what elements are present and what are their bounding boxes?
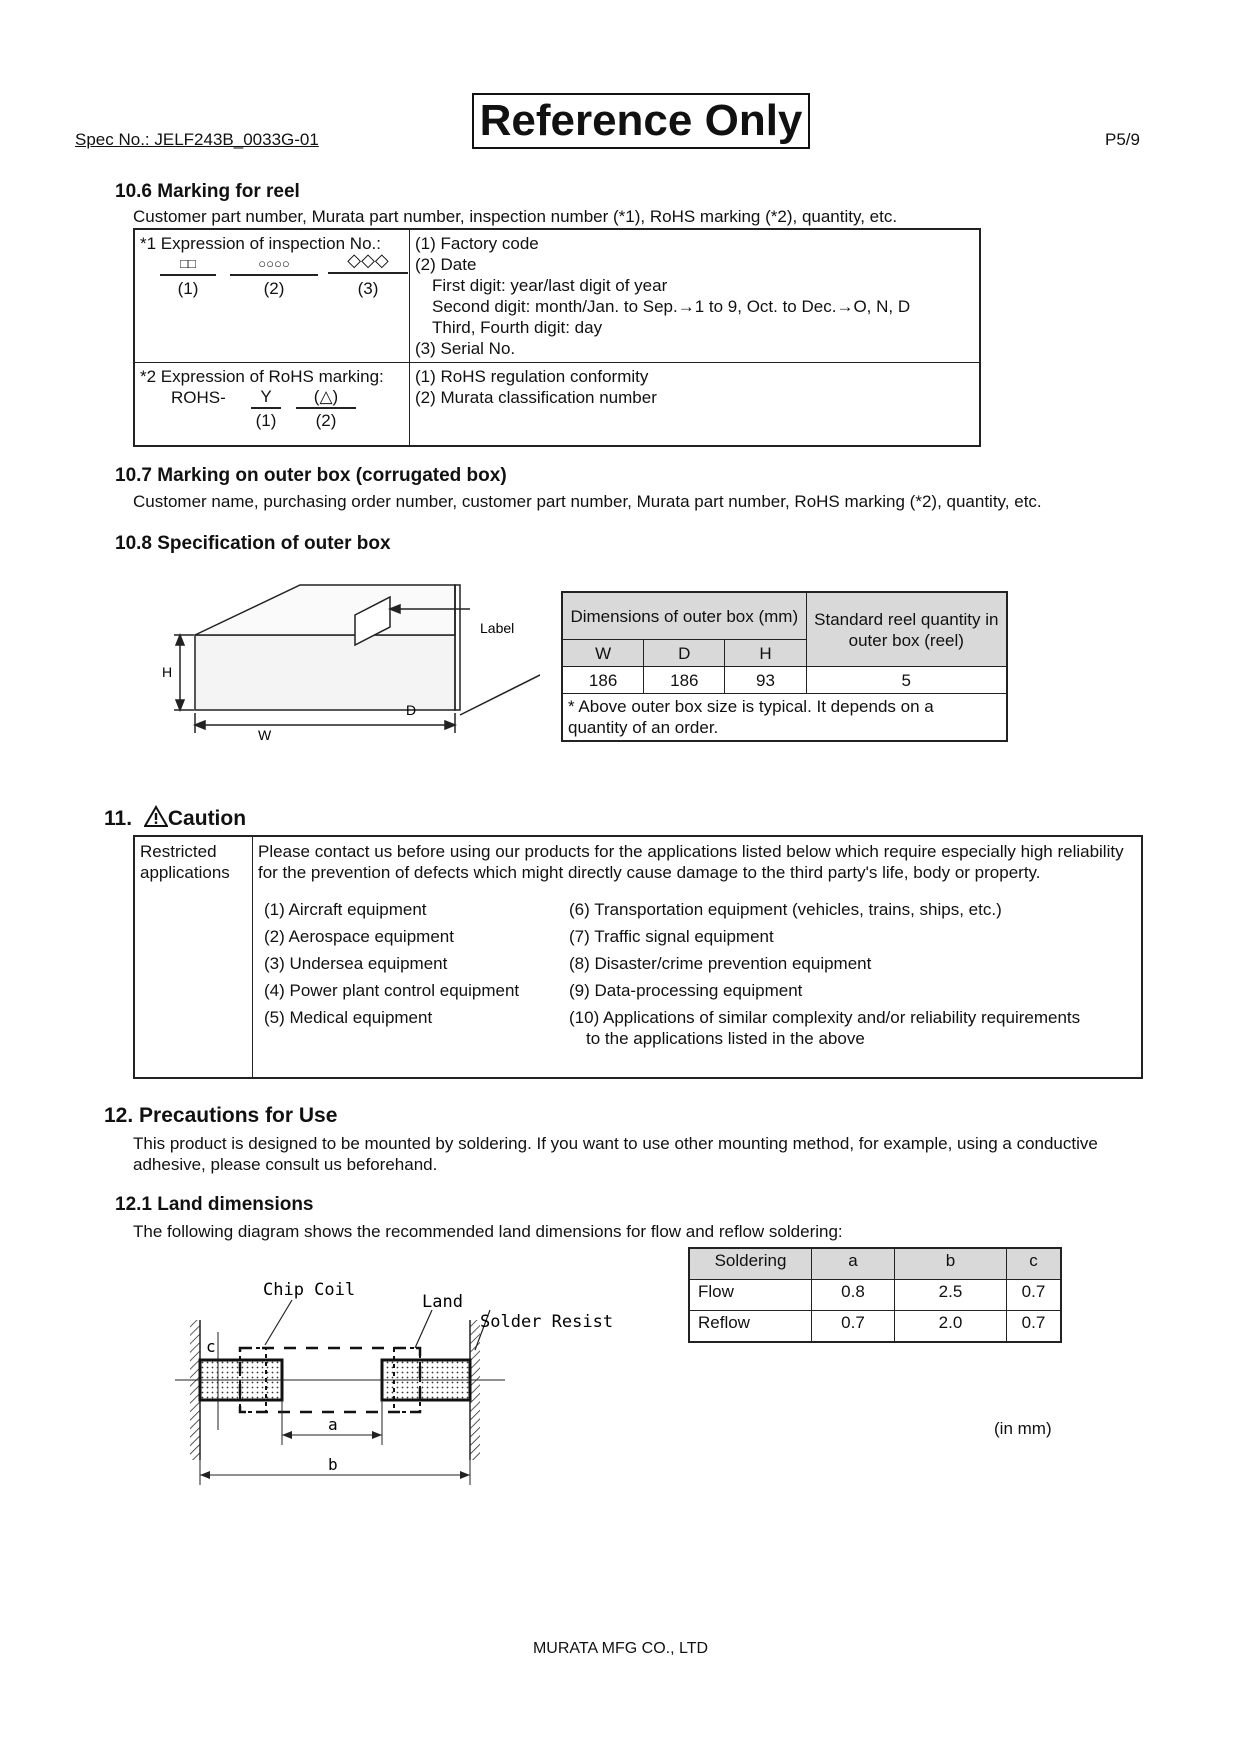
chip-coil-label: Chip Coil	[263, 1280, 356, 1300]
app-similar-line-1: (10) Applications of similar complexity and/or reliability requirements	[569, 1008, 1081, 1027]
rohs-expression-title: *2 Expression of RoHS marking:	[140, 367, 384, 386]
hdr-a: a	[812, 1248, 895, 1280]
desc-third-fourth-digit: Third, Fourth digit: day	[432, 318, 603, 337]
rohs-label-1: (1)	[255, 411, 277, 430]
app-traffic-signal: (7) Traffic signal equipment	[569, 927, 774, 946]
app-medical: (5) Medical equipment	[264, 1008, 433, 1027]
row-reflow-a: 0.7	[812, 1311, 895, 1343]
col-h: H	[725, 640, 806, 667]
section-10-7-text: Customer name, purchasing order number, customer part number, Murata part number, RoHS marking (*2), quantity, etc.	[133, 492, 1042, 511]
footer-company: MURATA MFG CO., LTD	[532, 1640, 709, 1657]
value-qty: 5	[806, 667, 1007, 694]
unit-note: (in mm)	[994, 1419, 1052, 1438]
inspection-description-cell	[410, 229, 981, 363]
height-label: H	[162, 664, 173, 680]
rohs-label-2: (2)	[315, 411, 337, 430]
rohs-desc-2: (2) Murata classification number	[415, 388, 657, 407]
rohs-expression-cell	[134, 363, 410, 447]
restricted-applications-label: Restricted applications	[134, 836, 253, 1078]
label-3: (3)	[357, 279, 379, 298]
solder-resist-label: Solder Resist	[480, 1312, 614, 1332]
outer-box-note: * Above outer box size is typical. It depends on a quantity of an order.	[562, 694, 1007, 742]
desc-serial-no: (3) Serial No.	[415, 339, 516, 358]
desc-second-digit: Second digit: month/Jan. to Sep.→1 to 9, Oct. to Dec.→O, N, D	[432, 297, 911, 316]
inspection-expression-cell	[134, 229, 410, 363]
section-12-title: 12. Precautions for Use	[104, 1104, 338, 1127]
row-reflow-label: Reflow	[689, 1311, 812, 1343]
dim-a-label: a	[328, 1415, 338, 1434]
dim-c-label: c	[206, 1337, 216, 1356]
desc-first-digit: First digit: year/last digit of year	[432, 276, 668, 295]
symbol-factory: □□	[160, 254, 216, 276]
app-aerospace: (2) Aerospace equipment	[264, 927, 454, 946]
inspection-expression-title: *1 Expression of inspection No.:	[140, 234, 381, 253]
reel-marking-table	[133, 228, 981, 447]
rohs-description-cell	[410, 363, 981, 447]
rohs-y: Y	[251, 387, 281, 409]
row-reflow-c: 0.7	[1007, 1311, 1062, 1343]
outer-box-diagram	[150, 575, 540, 755]
app-aircraft: (1) Aircraft equipment	[264, 900, 427, 919]
value-h: 93	[725, 667, 806, 694]
rohs-prefix: ROHS-	[171, 388, 226, 407]
col-d: D	[644, 640, 725, 667]
hdr-c: c	[1007, 1248, 1062, 1280]
spec-number: Spec No.: JELF243B_0033G-01	[75, 130, 319, 149]
land-dimension-diagram	[170, 1270, 640, 1500]
app-data-processing: (9) Data-processing equipment	[569, 981, 803, 1000]
land-dimensions-table	[688, 1247, 1062, 1343]
label-callout: Label	[480, 620, 515, 636]
row-flow-label: Flow	[689, 1280, 812, 1311]
section-11-number: 11.	[104, 807, 133, 830]
reference-only-stamp: Reference Only	[472, 93, 810, 149]
section-10-6-title: 10.6 Marking for reel	[115, 181, 300, 202]
dimensions-header: Dimensions of outer box (mm)	[562, 592, 806, 640]
width-label: W	[258, 727, 272, 743]
hdr-soldering: Soldering	[689, 1248, 812, 1280]
app-power-plant: (4) Power plant control equipment	[264, 981, 520, 1000]
app-similar-complexity	[569, 1007, 1129, 1049]
app-disaster-prevention: (8) Disaster/crime prevention equipment	[569, 954, 872, 973]
section-12-text: This product is designed to be mounted by soldering. If you want to use other mounting method, for example, using a conductive adhesive, please consult us beforehand.	[133, 1134, 1098, 1174]
restricted-applications-content	[253, 836, 1143, 1078]
row-flow-c: 0.7	[1007, 1280, 1062, 1311]
section-12-1-text: The following diagram shows the recommended land dimensions for flow and reflow soldering:	[133, 1222, 843, 1241]
section-10-7-title: 10.7 Marking on outer box (corrugated box)	[115, 465, 507, 486]
value-d: 186	[644, 667, 725, 694]
reel-quantity-header: Standard reel quantity in outer box (reel)	[806, 592, 1007, 667]
section-10-8-title: 10.8 Specification of outer box	[115, 533, 391, 554]
rohs-desc-1: (1) RoHS regulation conformity	[415, 367, 649, 386]
warning-icon	[144, 805, 168, 827]
app-similar-line-2: to the applications listed in the above	[586, 1029, 865, 1048]
land-label: Land	[422, 1292, 463, 1312]
section-11-title	[104, 805, 246, 831]
outer-box-table	[561, 591, 1008, 742]
symbol-date: ○○○○	[230, 254, 318, 276]
hdr-b: b	[895, 1248, 1007, 1280]
section-12-1-title: 12.1 Land dimensions	[115, 1194, 314, 1215]
row-flow-b: 2.5	[895, 1280, 1007, 1311]
desc-factory-code: (1) Factory code	[415, 234, 539, 253]
symbol-serial: ◇◇◇	[328, 248, 408, 274]
label-2: (2)	[263, 279, 285, 298]
depth-label: D	[406, 702, 417, 718]
row-reflow-b: 2.0	[895, 1311, 1007, 1343]
desc-date: (2) Date	[415, 255, 477, 274]
value-w: 186	[562, 667, 644, 694]
caution-table	[133, 835, 1143, 1079]
page-number: P5/9	[1105, 130, 1140, 149]
section-10-6-intro: Customer part number, Murata part number, inspection number (*1), RoHS marking (*2), quantity, etc.	[133, 207, 898, 226]
app-transportation: (6) Transportation equipment (vehicles, trains, ships, etc.)	[569, 900, 1002, 919]
caution-text: Please contact us before using our products for the applications listed below which require especially high reliability for the prevention of defects which might directly cause damage to the third party's life, body or property.	[258, 842, 1124, 882]
rohs-triangle: (△)	[296, 387, 356, 409]
app-undersea: (3) Undersea equipment	[264, 954, 448, 973]
label-1: (1)	[177, 279, 199, 298]
row-flow-a: 0.8	[812, 1280, 895, 1311]
caution-title: Caution	[167, 807, 247, 830]
col-w: W	[562, 640, 644, 667]
dim-b-label: b	[328, 1455, 338, 1474]
